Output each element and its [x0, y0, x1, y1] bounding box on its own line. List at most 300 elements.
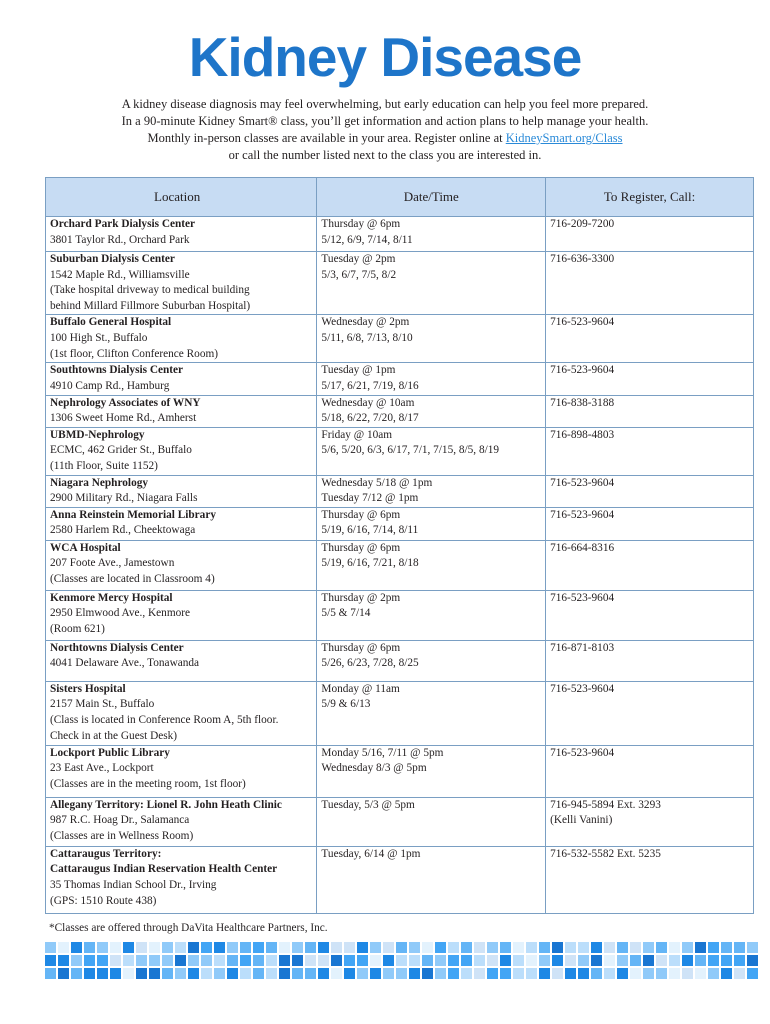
- location-detail: 35 Thomas Indian School Dr., Irving: [50, 878, 217, 891]
- pattern-square: [214, 968, 225, 979]
- pattern-square: [578, 955, 589, 966]
- pattern-square: [279, 942, 290, 953]
- pattern-square: [45, 942, 56, 953]
- datetime-line: 5/6, 5/20, 6/3, 6/17, 7/1, 7/15, 8/5, 8/19: [321, 444, 500, 457]
- intro-line-1: A kidney disease diagnosis may feel overwhelming, but early education can help you feel more prepared.: [121, 97, 649, 111]
- header-datetime: Date/Time: [317, 178, 546, 217]
- datetime-line: 5/12, 6/9, 7/14, 8/11: [321, 233, 413, 246]
- phone-number: 716-838-3188: [550, 396, 615, 409]
- datetime-line: 5/5 & 7/14: [321, 607, 371, 620]
- datetime-line: Wednesday 5/18 @ 1pm: [321, 476, 433, 489]
- pattern-square: [266, 942, 277, 953]
- pattern-square: [370, 968, 381, 979]
- pattern-square: [396, 955, 407, 966]
- phone-cell: [546, 846, 754, 913]
- location-cell: [46, 590, 317, 640]
- phone-number: 716-898-4803: [550, 428, 615, 441]
- phone-cell: [546, 681, 754, 745]
- location-detail: behind Millard Fillmore Suburban Hospital): [50, 299, 251, 312]
- table-row: [46, 590, 754, 640]
- pattern-square: [344, 955, 355, 966]
- datetime-cell: [317, 846, 546, 913]
- phone-number: 716-523-9604: [550, 508, 615, 521]
- location-detail: (Classes are in Wellness Room): [50, 829, 194, 842]
- pattern-square: [617, 968, 628, 979]
- pattern-square: [617, 942, 628, 953]
- table-row: [46, 315, 754, 363]
- location-detail: (Classes are located in Classroom 4): [50, 572, 215, 585]
- datetime-line: Thursday @ 6pm: [321, 218, 401, 230]
- pattern-square: [552, 942, 563, 953]
- pattern-square: [734, 955, 745, 966]
- pattern-square: [71, 942, 82, 953]
- pattern-square: [721, 942, 732, 953]
- pattern-square: [578, 942, 589, 953]
- pattern-square: [188, 968, 199, 979]
- pattern-square: [409, 955, 420, 966]
- pattern-square: [656, 968, 667, 979]
- location-cell: [46, 395, 317, 427]
- pattern-square: [747, 955, 758, 966]
- pattern-square: [461, 942, 472, 953]
- pattern-square: [162, 942, 173, 953]
- pattern-square: [669, 968, 680, 979]
- pattern-square: [526, 968, 537, 979]
- location-detail: 3801 Taylor Rd., Orchard Park: [50, 233, 190, 246]
- table-row: [46, 745, 754, 797]
- table-row: [46, 252, 754, 315]
- table-row: [46, 797, 754, 846]
- location-detail: 1542 Maple Rd., Williamsville: [50, 268, 190, 281]
- location-detail: 987 R.C. Hoag Dr., Salamanca: [50, 814, 190, 827]
- datetime-line: 5/17, 6/21, 7/19, 8/16: [321, 379, 419, 392]
- pattern-square: [136, 955, 147, 966]
- pattern-square: [357, 955, 368, 966]
- phone-number: 716-523-9604: [550, 746, 615, 759]
- pattern-square: [370, 942, 381, 953]
- location-name: Kenmore Mercy Hospital: [50, 591, 173, 604]
- pattern-square: [422, 955, 433, 966]
- datetime-cell: [317, 507, 546, 540]
- phone-cell: [546, 745, 754, 797]
- datetime-line: Tuesday @ 1pm: [321, 364, 396, 377]
- table-row: [46, 427, 754, 475]
- pattern-square: [721, 968, 732, 979]
- datetime-line: 5/3, 6/7, 7/5, 8/2: [321, 268, 397, 281]
- pattern-square: [201, 942, 212, 953]
- datetime-line: Thursday @ 6pm: [321, 641, 401, 654]
- location-detail: (Take hospital driveway to medical building: [50, 284, 250, 297]
- pattern-square: [97, 955, 108, 966]
- location-name: Cattaraugus Territory:: [50, 847, 162, 860]
- header-location: Location: [46, 178, 317, 217]
- location-cell: [46, 540, 317, 590]
- pattern-square: [695, 942, 706, 953]
- pattern-square: [734, 968, 745, 979]
- table-row: [46, 395, 754, 427]
- pattern-square: [253, 942, 264, 953]
- phone-number: (Kelli Vanini): [550, 814, 613, 827]
- page-title: Kidney Disease: [188, 26, 582, 88]
- location-detail: (Class is located in Conference Room A, 5th floor.: [50, 713, 279, 726]
- pattern-square: [513, 942, 524, 953]
- datetime-line: 5/11, 6/8, 7/13, 8/10: [321, 331, 413, 344]
- intro-text: [0, 96, 770, 164]
- intro-line-3: [0, 130, 770, 147]
- location-detail: (Classes are in the meeting room, 1st floor): [50, 777, 246, 790]
- pattern-square: [110, 942, 121, 953]
- location-cell: [46, 846, 317, 913]
- datetime-line: Tuesday @ 2pm: [321, 253, 396, 265]
- pattern-square: [305, 955, 316, 966]
- location-cell: [46, 640, 317, 681]
- phone-number: 716-532-5582 Ext. 5235: [550, 847, 661, 860]
- table-header-row: [46, 178, 754, 217]
- table-row: [46, 540, 754, 590]
- datetime-cell: [317, 640, 546, 681]
- datetime-line: Tuesday, 6/14 @ 1pm: [321, 847, 421, 860]
- phone-cell: [546, 217, 754, 252]
- location-cell: [46, 315, 317, 363]
- location-detail: 4041 Delaware Ave., Tonawanda: [50, 657, 200, 670]
- pattern-square: [500, 955, 511, 966]
- location-name: Lockport Public Library: [50, 746, 170, 759]
- location-detail: ECMC, 462 Grider St., Buffalo: [50, 444, 192, 457]
- pattern-square: [318, 968, 329, 979]
- phone-number: 716-636-3300: [550, 253, 615, 265]
- pattern-square: [279, 955, 290, 966]
- pattern-square: [58, 968, 69, 979]
- pattern-square: [474, 955, 485, 966]
- pattern-square: [253, 968, 264, 979]
- pattern-square: [188, 942, 199, 953]
- pattern-square: [175, 955, 186, 966]
- pattern-square: [266, 968, 277, 979]
- pattern-square: [461, 968, 472, 979]
- pattern-square: [110, 955, 121, 966]
- phone-cell: [546, 363, 754, 395]
- pattern-square: [630, 942, 641, 953]
- pattern-square: [643, 968, 654, 979]
- location-detail: 2580 Harlem Rd., Cheektowaga: [50, 524, 196, 537]
- location-cell: [46, 217, 317, 252]
- pattern-square: [162, 955, 173, 966]
- pattern-square: [84, 955, 95, 966]
- pattern-square: [487, 968, 498, 979]
- phone-number: 716-523-9604: [550, 476, 615, 489]
- pattern-square: [630, 968, 641, 979]
- pattern-square: [747, 968, 758, 979]
- pattern-square: [539, 955, 550, 966]
- pattern-square: [500, 968, 511, 979]
- table-row: [46, 217, 754, 252]
- location-name: WCA Hospital: [50, 541, 121, 554]
- pattern-square: [383, 968, 394, 979]
- register-link[interactable]: KidneySmart.org/Class: [505, 131, 623, 145]
- pattern-square: [695, 968, 706, 979]
- datetime-line: Tuesday 7/12 @ 1pm: [321, 492, 419, 505]
- pattern-square: [253, 955, 264, 966]
- pattern-square: [435, 942, 446, 953]
- phone-cell: [546, 640, 754, 681]
- table-row: [46, 363, 754, 395]
- pattern-square: [97, 968, 108, 979]
- pattern-square: [708, 968, 719, 979]
- pattern-square: [318, 942, 329, 953]
- pattern-square: [669, 955, 680, 966]
- pattern-square: [682, 968, 693, 979]
- phone-cell: [546, 395, 754, 427]
- datetime-line: Monday 5/16, 7/11 @ 5pm: [321, 746, 444, 759]
- pattern-square: [84, 968, 95, 979]
- pattern-square: [565, 942, 576, 953]
- pattern-square: [435, 968, 446, 979]
- pattern-square: [97, 942, 108, 953]
- phone-number: 716-523-9604: [550, 682, 615, 695]
- pattern-square: [604, 968, 615, 979]
- footnote: *Classes are offered through DaVita Healthcare Partners, Inc.: [49, 922, 328, 934]
- location-name: Orchard Park Dialysis Center: [50, 218, 196, 230]
- pattern-square: [292, 968, 303, 979]
- pattern-square: [448, 955, 459, 966]
- pattern-square: [357, 942, 368, 953]
- datetime-line: Friday @ 10am: [321, 428, 393, 441]
- pattern-square: [448, 942, 459, 953]
- phone-number: 716-871-8103: [550, 641, 615, 654]
- pattern-square: [45, 968, 56, 979]
- phone-number: 716-523-9604: [550, 364, 615, 377]
- pattern-square: [266, 955, 277, 966]
- pattern-square: [110, 968, 121, 979]
- location-cell: [46, 797, 317, 846]
- pattern-square: [591, 968, 602, 979]
- pattern-square: [45, 955, 56, 966]
- pattern-square: [396, 968, 407, 979]
- datetime-line: Tuesday, 5/3 @ 5pm: [321, 798, 415, 811]
- pattern-square: [305, 942, 316, 953]
- pattern-square: [123, 955, 134, 966]
- pattern-square: [513, 955, 524, 966]
- location-cell: [46, 507, 317, 540]
- datetime-line: 5/9 & 6/13: [321, 698, 371, 711]
- phone-number: 716-523-9604: [550, 591, 615, 604]
- pattern-square: [292, 955, 303, 966]
- datetime-cell: [317, 427, 546, 475]
- pattern-square: [565, 968, 576, 979]
- datetime-line: Thursday @ 6pm: [321, 508, 401, 521]
- intro-line-4: or call the number listed next to the class you are interested in.: [228, 148, 542, 162]
- phone-number: 716-523-9604: [550, 316, 615, 329]
- location-name: Northtowns Dialysis Center: [50, 641, 184, 654]
- pattern-square: [708, 955, 719, 966]
- pattern-square: [747, 942, 758, 953]
- datetime-line: Wednesday @ 2pm: [321, 316, 410, 329]
- pattern-square: [279, 968, 290, 979]
- pattern-square: [149, 955, 160, 966]
- pattern-square: [396, 942, 407, 953]
- pattern-square: [474, 942, 485, 953]
- pattern-square: [123, 968, 134, 979]
- pattern-square: [526, 942, 537, 953]
- pattern-square: [240, 955, 251, 966]
- pattern-square: [474, 968, 485, 979]
- pattern-square: [136, 942, 147, 953]
- location-name: Southtowns Dialysis Center: [50, 364, 184, 377]
- phone-cell: [546, 315, 754, 363]
- pattern-square: [552, 955, 563, 966]
- pattern-square: [656, 955, 667, 966]
- location-cell: [46, 427, 317, 475]
- pattern-square: [422, 942, 433, 953]
- location-detail: 2900 Military Rd., Niagara Falls: [50, 492, 198, 505]
- datetime-cell: [317, 797, 546, 846]
- pattern-square: [71, 968, 82, 979]
- pattern-square: [227, 955, 238, 966]
- phone-cell: [546, 252, 754, 315]
- pattern-square: [58, 955, 69, 966]
- location-detail: 1306 Sweet Home Rd., Amherst: [50, 412, 197, 425]
- location-detail: 23 East Ave., Lockport: [50, 762, 154, 775]
- datetime-cell: [317, 681, 546, 745]
- datetime-line: 5/18, 6/22, 7/20, 8/17: [321, 412, 419, 425]
- location-detail: 207 Foote Ave., Jamestown: [50, 557, 175, 570]
- pattern-square: [84, 942, 95, 953]
- datetime-line: Wednesday 8/3 @ 5pm: [321, 762, 427, 775]
- phone-cell: [546, 427, 754, 475]
- pattern-square: [487, 942, 498, 953]
- header-register: To Register, Call:: [546, 178, 754, 217]
- location-detail: 100 High St., Buffalo: [50, 331, 148, 344]
- pattern-square: [240, 968, 251, 979]
- pattern-square: [175, 942, 186, 953]
- phone-cell: [546, 590, 754, 640]
- pattern-square: [643, 955, 654, 966]
- datetime-cell: [317, 315, 546, 363]
- pattern-square: [344, 968, 355, 979]
- pattern-square: [331, 942, 342, 953]
- phone-number: 716-945-5894 Ext. 3293: [550, 798, 661, 811]
- pattern-square: [383, 955, 394, 966]
- location-name-2: Cattaraugus Indian Reservation Health Center: [50, 863, 278, 876]
- pattern-square: [175, 968, 186, 979]
- datetime-cell: [317, 363, 546, 395]
- pattern-square: [721, 955, 732, 966]
- phone-number: 716-664-8316: [550, 541, 615, 554]
- location-detail: (1st floor, Clifton Conference Room): [50, 347, 219, 360]
- pattern-square: [487, 955, 498, 966]
- table-row: [46, 475, 754, 507]
- pattern-square: [708, 942, 719, 953]
- datetime-line: Thursday @ 6pm: [321, 541, 401, 554]
- pattern-square: [188, 955, 199, 966]
- location-name: Sisters Hospital: [50, 682, 126, 695]
- phone-cell: [546, 540, 754, 590]
- datetime-cell: [317, 475, 546, 507]
- pattern-square: [409, 968, 420, 979]
- location-detail: (GPS: 1510 Route 438): [50, 894, 157, 907]
- pattern-square: [123, 942, 134, 953]
- pattern-square: [214, 955, 225, 966]
- datetime-cell: [317, 217, 546, 252]
- location-name: Niagara Nephrology: [50, 476, 149, 489]
- pattern-square: [539, 968, 550, 979]
- pattern-square: [227, 942, 238, 953]
- pattern-square: [305, 968, 316, 979]
- location-detail: 4910 Camp Rd., Hamburg: [50, 379, 170, 392]
- phone-number: 716-209-7200: [550, 218, 615, 230]
- pattern-square: [201, 955, 212, 966]
- class-schedule-table: [45, 177, 754, 914]
- location-cell: [46, 745, 317, 797]
- pattern-square: [526, 955, 537, 966]
- location-cell: [46, 363, 317, 395]
- pattern-square: [734, 942, 745, 953]
- pattern-square: [240, 942, 251, 953]
- datetime-line: 5/19, 6/16, 7/21, 8/18: [321, 557, 419, 570]
- pattern-square: [669, 942, 680, 953]
- pattern-square: [292, 942, 303, 953]
- pattern-square: [565, 955, 576, 966]
- pattern-square: [214, 942, 225, 953]
- pattern-square: [656, 942, 667, 953]
- pattern-square: [630, 955, 641, 966]
- pattern-square: [513, 968, 524, 979]
- pattern-square: [227, 968, 238, 979]
- location-detail: (Room 621): [50, 622, 105, 635]
- pattern-square: [643, 942, 654, 953]
- datetime-cell: [317, 540, 546, 590]
- datetime-cell: [317, 252, 546, 315]
- pattern-square: [552, 968, 563, 979]
- datetime-line: Wednesday @ 10am: [321, 396, 415, 409]
- location-name: Anna Reinstein Memorial Library: [50, 508, 216, 521]
- datetime-cell: [317, 590, 546, 640]
- location-name: UBMD-Nephrology: [50, 428, 145, 441]
- location-detail: (11th Floor, Suite 1152): [50, 459, 158, 472]
- table-row: [46, 507, 754, 540]
- location-name: Allegany Territory: Lionel R. John Heath Clinic: [50, 798, 282, 811]
- pattern-square: [617, 955, 628, 966]
- pattern-square: [357, 968, 368, 979]
- table-row: [46, 640, 754, 681]
- intro-line-3-text: Monthly in-person classes are available in your area. Register online at: [147, 131, 506, 145]
- pattern-square: [370, 955, 381, 966]
- location-detail: 2950 Elmwood Ave., Kenmore: [50, 607, 191, 620]
- pattern-square: [409, 942, 420, 953]
- phone-cell: [546, 475, 754, 507]
- table-row: [46, 846, 754, 913]
- location-name: Buffalo General Hospital: [50, 316, 172, 329]
- location-detail: 2157 Main St., Buffalo: [50, 698, 155, 711]
- pattern-square: [578, 968, 589, 979]
- pattern-square: [682, 942, 693, 953]
- pattern-square: [604, 942, 615, 953]
- pattern-square: [331, 968, 342, 979]
- datetime-line: 5/26, 6/23, 7/28, 8/25: [321, 657, 419, 670]
- pattern-square: [71, 955, 82, 966]
- location-cell: [46, 681, 317, 745]
- location-name: Nephrology Associates of WNY: [50, 396, 201, 409]
- pattern-square: [162, 968, 173, 979]
- datetime-cell: [317, 745, 546, 797]
- phone-cell: [546, 797, 754, 846]
- pattern-square: [422, 968, 433, 979]
- pattern-square: [461, 955, 472, 966]
- datetime-line: Monday @ 11am: [321, 682, 400, 695]
- pattern-square: [149, 942, 160, 953]
- table-row: [46, 681, 754, 745]
- location-cell: [46, 475, 317, 507]
